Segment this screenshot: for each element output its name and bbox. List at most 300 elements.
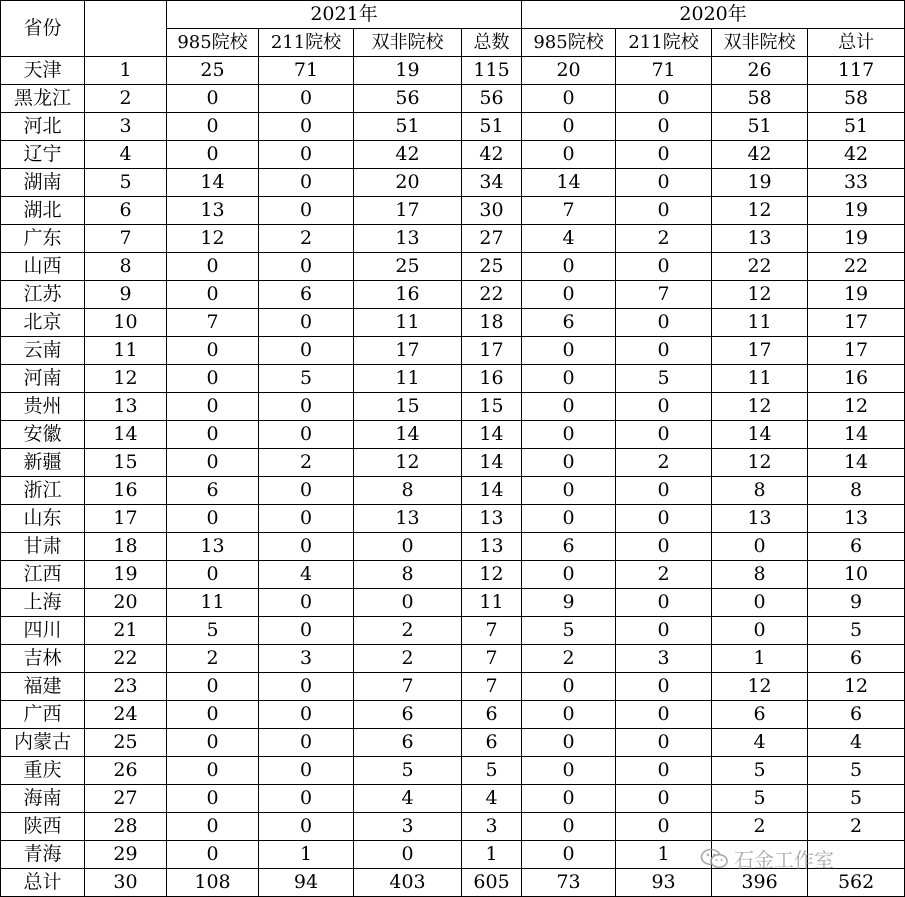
2021-total-cell: 3	[462, 813, 522, 841]
2020-shuangfei-cell: 13	[712, 225, 808, 253]
2020-total-cell: 22	[808, 253, 905, 281]
rank-cell: 9	[85, 281, 167, 309]
2021-shuangfei-cell: 5	[354, 757, 462, 785]
province-cell: 河北	[1, 113, 85, 141]
2020-total-cell: 5	[808, 757, 905, 785]
2021-985-cell: 0	[167, 113, 259, 141]
table-row	[1, 141, 905, 169]
header-row-years	[1, 1, 905, 29]
2021-total-cell: 6	[462, 729, 522, 757]
2020-total-cell: 17	[808, 337, 905, 365]
2021-shuangfei-cell: 56	[354, 85, 462, 113]
2020-shuangfei-cell: 17	[712, 337, 808, 365]
2021-985-cell: 14	[167, 169, 259, 197]
year-2021-header: 2021年	[167, 1, 522, 29]
rank-cell: 8	[85, 253, 167, 281]
2021-985-cell: 0	[167, 757, 259, 785]
2021-total-cell: 12	[462, 561, 522, 589]
rank-cell: 26	[85, 757, 167, 785]
province-cell: 甘肃	[1, 533, 85, 561]
2020-shuangfei-cell: 0	[712, 533, 808, 561]
2020-shuangfei-cell: 396	[712, 869, 808, 897]
2020-211-cell: 0	[616, 141, 712, 169]
col-2020-shuangfei: 双非院校	[712, 29, 808, 57]
2020-total-cell: 12	[808, 673, 905, 701]
province-cell: 云南	[1, 337, 85, 365]
2020-shuangfei-cell: 26	[712, 57, 808, 85]
2020-total-cell: 14	[808, 421, 905, 449]
2020-shuangfei-cell: 12	[712, 197, 808, 225]
2021-985-cell: 0	[167, 141, 259, 169]
table-row	[1, 589, 905, 617]
rank-cell: 17	[85, 505, 167, 533]
province-cell: 青海	[1, 841, 85, 869]
2020-211-cell: 0	[616, 505, 712, 533]
2020-shuangfei-cell: 11	[712, 365, 808, 393]
2021-985-cell: 0	[167, 421, 259, 449]
2021-total-cell: 51	[462, 113, 522, 141]
province-header: 省份	[1, 1, 85, 57]
2020-211-cell: 2	[616, 449, 712, 477]
2020-shuangfei-cell: 5	[712, 757, 808, 785]
2020-985-cell: 73	[522, 869, 616, 897]
table-row	[1, 225, 905, 253]
2020-211-cell: 0	[616, 169, 712, 197]
2021-211-cell: 71	[259, 57, 354, 85]
2020-985-cell: 6	[522, 309, 616, 337]
2020-shuangfei-cell: 0	[712, 589, 808, 617]
province-cell: 总计	[1, 869, 85, 897]
province-cell: 吉林	[1, 645, 85, 673]
2021-985-cell: 12	[167, 225, 259, 253]
2021-211-cell: 0	[259, 253, 354, 281]
table-row	[1, 393, 905, 421]
province-cell: 辽宁	[1, 141, 85, 169]
2021-shuangfei-cell: 16	[354, 281, 462, 309]
rank-cell: 25	[85, 729, 167, 757]
year-2020-header: 2020年	[522, 1, 905, 29]
table-row	[1, 57, 905, 85]
2020-shuangfei-cell: 14	[712, 421, 808, 449]
2021-shuangfei-cell: 19	[354, 57, 462, 85]
2021-985-cell: 25	[167, 57, 259, 85]
2021-985-cell: 0	[167, 393, 259, 421]
2021-total-cell: 14	[462, 477, 522, 505]
2020-211-cell: 0	[616, 421, 712, 449]
table-row	[1, 785, 905, 813]
2021-985-cell: 0	[167, 785, 259, 813]
rank-cell: 23	[85, 673, 167, 701]
2020-211-cell: 0	[616, 813, 712, 841]
2021-total-cell: 25	[462, 253, 522, 281]
2021-total-cell: 13	[462, 505, 522, 533]
2021-shuangfei-cell: 0	[354, 589, 462, 617]
2020-total-cell: 13	[808, 505, 905, 533]
table-row	[1, 841, 905, 869]
table-row	[1, 309, 905, 337]
2020-total-cell: 117	[808, 57, 905, 85]
2021-shuangfei-cell: 14	[354, 421, 462, 449]
2021-211-cell: 0	[259, 85, 354, 113]
2020-shuangfei-cell: 19	[712, 169, 808, 197]
2021-211-cell: 2	[259, 225, 354, 253]
2021-total-cell: 115	[462, 57, 522, 85]
2021-shuangfei-cell: 6	[354, 729, 462, 757]
rank-cell: 22	[85, 645, 167, 673]
2020-211-cell: 0	[616, 701, 712, 729]
2021-shuangfei-cell: 2	[354, 645, 462, 673]
rank-cell: 30	[85, 869, 167, 897]
2020-211-cell: 0	[616, 477, 712, 505]
province-cell: 广西	[1, 701, 85, 729]
2020-211-cell: 93	[616, 869, 712, 897]
rank-cell: 16	[85, 477, 167, 505]
table-row	[1, 645, 905, 673]
2021-211-cell: 5	[259, 365, 354, 393]
2020-total-cell: 16	[808, 365, 905, 393]
province-cell: 四川	[1, 617, 85, 645]
2021-211-cell: 0	[259, 141, 354, 169]
2020-shuangfei-cell: 12	[712, 393, 808, 421]
rank-cell: 3	[85, 113, 167, 141]
2021-211-cell: 0	[259, 393, 354, 421]
2020-total-cell: 2	[808, 813, 905, 841]
2020-211-cell: 0	[616, 393, 712, 421]
2020-211-cell: 0	[616, 197, 712, 225]
2020-985-cell: 4	[522, 225, 616, 253]
2020-total-cell: 12	[808, 393, 905, 421]
2021-shuangfei-cell: 17	[354, 197, 462, 225]
col-2020-211: 211院校	[616, 29, 712, 57]
2021-total-cell: 1	[462, 841, 522, 869]
2020-total-cell: 17	[808, 309, 905, 337]
2021-total-cell: 42	[462, 141, 522, 169]
2020-211-cell: 0	[616, 309, 712, 337]
rank-cell: 6	[85, 197, 167, 225]
2020-total-cell: 51	[808, 113, 905, 141]
watermark-text: 石金工作室	[734, 848, 834, 872]
table-row	[1, 281, 905, 309]
province-cell: 山东	[1, 505, 85, 533]
2020-total-cell: 5	[808, 785, 905, 813]
table-row	[1, 449, 905, 477]
table-row	[1, 813, 905, 841]
2021-211-cell: 0	[259, 617, 354, 645]
2021-shuangfei-cell: 0	[354, 533, 462, 561]
table-row	[1, 85, 905, 113]
2020-985-cell: 0	[522, 141, 616, 169]
2021-985-cell: 0	[167, 813, 259, 841]
2020-shuangfei-cell: 51	[712, 113, 808, 141]
rank-cell: 4	[85, 141, 167, 169]
2020-shuangfei-cell: 58	[712, 85, 808, 113]
2021-shuangfei-cell: 25	[354, 253, 462, 281]
province-cell: 上海	[1, 589, 85, 617]
2020-shuangfei-cell: 8	[712, 561, 808, 589]
2020-211-cell: 1	[616, 841, 712, 869]
2021-total-cell: 30	[462, 197, 522, 225]
2020-shuangfei-cell: 12	[712, 281, 808, 309]
2021-211-cell: 0	[259, 477, 354, 505]
2020-shuangfei-cell: 22	[712, 253, 808, 281]
2021-total-cell: 34	[462, 169, 522, 197]
2021-211-cell: 0	[259, 533, 354, 561]
2021-211-cell: 0	[259, 673, 354, 701]
2021-shuangfei-cell: 20	[354, 169, 462, 197]
2021-shuangfei-cell: 2	[354, 617, 462, 645]
province-cell: 重庆	[1, 757, 85, 785]
2021-211-cell: 0	[259, 757, 354, 785]
2021-total-cell: 56	[462, 85, 522, 113]
2021-shuangfei-cell: 4	[354, 785, 462, 813]
2020-985-cell: 14	[522, 169, 616, 197]
2021-985-cell: 0	[167, 729, 259, 757]
2020-211-cell: 0	[616, 785, 712, 813]
2021-211-cell: 0	[259, 113, 354, 141]
2020-shuangfei-cell: 4	[712, 729, 808, 757]
2021-211-cell: 0	[259, 785, 354, 813]
2020-985-cell: 0	[522, 365, 616, 393]
2021-211-cell: 0	[259, 337, 354, 365]
2021-985-cell: 0	[167, 253, 259, 281]
province-cell: 浙江	[1, 477, 85, 505]
2021-211-cell: 1	[259, 841, 354, 869]
rank-cell: 20	[85, 589, 167, 617]
2021-total-cell: 14	[462, 449, 522, 477]
col-2020-total: 总计	[808, 29, 905, 57]
2021-total-cell: 11	[462, 589, 522, 617]
table-row	[1, 365, 905, 393]
2020-total-cell: 33	[808, 169, 905, 197]
2020-985-cell: 0	[522, 505, 616, 533]
table-row	[1, 197, 905, 225]
province-cell: 海南	[1, 785, 85, 813]
2020-total-cell: 58	[808, 85, 905, 113]
2021-shuangfei-cell: 0	[354, 841, 462, 869]
col-2021-total: 总数	[462, 29, 522, 57]
2020-211-cell: 0	[616, 113, 712, 141]
2021-985-cell: 5	[167, 617, 259, 645]
2020-shuangfei-cell: 0	[712, 617, 808, 645]
total-row	[1, 869, 905, 897]
2021-shuangfei-cell: 17	[354, 337, 462, 365]
2021-985-cell: 7	[167, 309, 259, 337]
2021-985-cell: 0	[167, 673, 259, 701]
table-row	[1, 169, 905, 197]
2021-211-cell: 0	[259, 589, 354, 617]
2020-total-cell: 19	[808, 225, 905, 253]
rank-cell: 5	[85, 169, 167, 197]
2021-shuangfei-cell: 42	[354, 141, 462, 169]
2020-shuangfei-cell: 2	[712, 813, 808, 841]
province-cell: 江西	[1, 561, 85, 589]
2021-211-cell: 0	[259, 813, 354, 841]
2020-total-cell: 6	[808, 645, 905, 673]
rank-cell: 14	[85, 421, 167, 449]
rank-cell: 29	[85, 841, 167, 869]
2021-211-cell: 0	[259, 421, 354, 449]
rank-cell: 28	[85, 813, 167, 841]
province-cell: 广东	[1, 225, 85, 253]
rank-cell: 13	[85, 393, 167, 421]
2020-985-cell: 0	[522, 841, 616, 869]
rank-cell: 2	[85, 85, 167, 113]
rank-cell: 27	[85, 785, 167, 813]
province-cell: 河南	[1, 365, 85, 393]
2021-total-cell: 7	[462, 645, 522, 673]
province-cell: 湖北	[1, 197, 85, 225]
rank-cell: 19	[85, 561, 167, 589]
2020-total-cell: 4	[808, 729, 905, 757]
2020-total-cell: 8	[808, 477, 905, 505]
province-cell: 江苏	[1, 281, 85, 309]
2020-total-cell: 9	[808, 589, 905, 617]
2021-985-cell: 0	[167, 365, 259, 393]
2021-211-cell: 0	[259, 505, 354, 533]
2021-211-cell: 0	[259, 169, 354, 197]
2020-total-cell: 5	[808, 617, 905, 645]
2020-985-cell: 0	[522, 561, 616, 589]
2021-985-cell: 0	[167, 841, 259, 869]
2020-985-cell: 0	[522, 281, 616, 309]
col-2021-985: 985院校	[167, 29, 259, 57]
2021-985-cell: 2	[167, 645, 259, 673]
2020-211-cell: 3	[616, 645, 712, 673]
2020-shuangfei-cell: 12	[712, 673, 808, 701]
2021-total-cell: 14	[462, 421, 522, 449]
2020-211-cell: 0	[616, 533, 712, 561]
2021-shuangfei-cell: 51	[354, 113, 462, 141]
2020-985-cell: 0	[522, 449, 616, 477]
2020-985-cell: 0	[522, 337, 616, 365]
province-cell: 新疆	[1, 449, 85, 477]
2020-985-cell: 0	[522, 729, 616, 757]
2020-shuangfei-cell: 1	[712, 645, 808, 673]
2021-total-cell: 15	[462, 393, 522, 421]
2020-total-cell: 6	[808, 533, 905, 561]
2021-total-cell: 16	[462, 365, 522, 393]
2021-shuangfei-cell: 7	[354, 673, 462, 701]
2021-985-cell: 13	[167, 197, 259, 225]
2021-985-cell: 0	[167, 85, 259, 113]
2020-211-cell: 2	[616, 561, 712, 589]
table-row	[1, 729, 905, 757]
2020-985-cell: 9	[522, 589, 616, 617]
2020-985-cell: 20	[522, 57, 616, 85]
2020-211-cell: 71	[616, 57, 712, 85]
2020-211-cell: 0	[616, 85, 712, 113]
2020-985-cell: 2	[522, 645, 616, 673]
2021-985-cell: 11	[167, 589, 259, 617]
rank-cell: 12	[85, 365, 167, 393]
2021-shuangfei-cell: 13	[354, 225, 462, 253]
2020-211-cell: 0	[616, 253, 712, 281]
table-row	[1, 505, 905, 533]
2020-985-cell: 0	[522, 85, 616, 113]
rank-cell: 15	[85, 449, 167, 477]
2021-211-cell: 0	[259, 197, 354, 225]
2020-total-cell: 19	[808, 281, 905, 309]
rank-cell: 7	[85, 225, 167, 253]
rank-cell: 1	[85, 57, 167, 85]
2021-total-cell: 5	[462, 757, 522, 785]
rank-cell: 18	[85, 533, 167, 561]
2021-shuangfei-cell: 12	[354, 449, 462, 477]
2020-211-cell: 0	[616, 757, 712, 785]
province-cell: 北京	[1, 309, 85, 337]
table-row	[1, 757, 905, 785]
2021-985-cell: 6	[167, 477, 259, 505]
table-row	[1, 561, 905, 589]
2021-211-cell: 2	[259, 449, 354, 477]
2021-shuangfei-cell: 8	[354, 561, 462, 589]
rank-cell: 11	[85, 337, 167, 365]
2020-total-cell: 6	[808, 701, 905, 729]
2020-985-cell: 0	[522, 785, 616, 813]
2020-985-cell: 7	[522, 197, 616, 225]
2020-shuangfei-cell: 13	[712, 505, 808, 533]
2021-total-cell: 18	[462, 309, 522, 337]
2021-985-cell: 0	[167, 505, 259, 533]
2020-211-cell: 5	[616, 365, 712, 393]
2021-211-cell: 6	[259, 281, 354, 309]
2020-211-cell: 0	[616, 617, 712, 645]
2021-211-cell: 0	[259, 701, 354, 729]
2020-shuangfei-cell: 12	[712, 449, 808, 477]
2020-shuangfei-cell: 6	[712, 701, 808, 729]
2021-shuangfei-cell: 6	[354, 701, 462, 729]
2020-985-cell: 6	[522, 533, 616, 561]
2021-shuangfei-cell: 13	[354, 505, 462, 533]
2021-total-cell: 27	[462, 225, 522, 253]
2021-total-cell: 7	[462, 617, 522, 645]
table-row	[1, 337, 905, 365]
rank-cell: 24	[85, 701, 167, 729]
2021-total-cell: 13	[462, 533, 522, 561]
2021-985-cell: 0	[167, 561, 259, 589]
col-2021-shuangfei: 双非院校	[354, 29, 462, 57]
2021-211-cell: 94	[259, 869, 354, 897]
2020-211-cell: 2	[616, 225, 712, 253]
2021-shuangfei-cell: 11	[354, 309, 462, 337]
2021-985-cell: 0	[167, 449, 259, 477]
2020-shuangfei-cell	[712, 841, 808, 869]
province-cell: 安徽	[1, 421, 85, 449]
2020-total-cell: 42	[808, 141, 905, 169]
2020-985-cell: 0	[522, 421, 616, 449]
table-row	[1, 477, 905, 505]
2021-total-cell: 22	[462, 281, 522, 309]
province-cell: 贵州	[1, 393, 85, 421]
province-cell: 黑龙江	[1, 85, 85, 113]
2020-211-cell: 0	[616, 729, 712, 757]
province-cell: 天津	[1, 57, 85, 85]
2021-211-cell: 0	[259, 729, 354, 757]
table-row	[1, 617, 905, 645]
province-cell: 福建	[1, 673, 85, 701]
2020-shuangfei-cell: 8	[712, 477, 808, 505]
2020-total-cell: 19	[808, 197, 905, 225]
2021-985-cell: 13	[167, 533, 259, 561]
rank-cell: 10	[85, 309, 167, 337]
col-2021-211: 211院校	[259, 29, 354, 57]
2021-211-cell: 0	[259, 309, 354, 337]
2020-211-cell: 0	[616, 589, 712, 617]
table-row	[1, 113, 905, 141]
2021-total-cell: 7	[462, 673, 522, 701]
2021-total-cell: 6	[462, 701, 522, 729]
table-row	[1, 533, 905, 561]
